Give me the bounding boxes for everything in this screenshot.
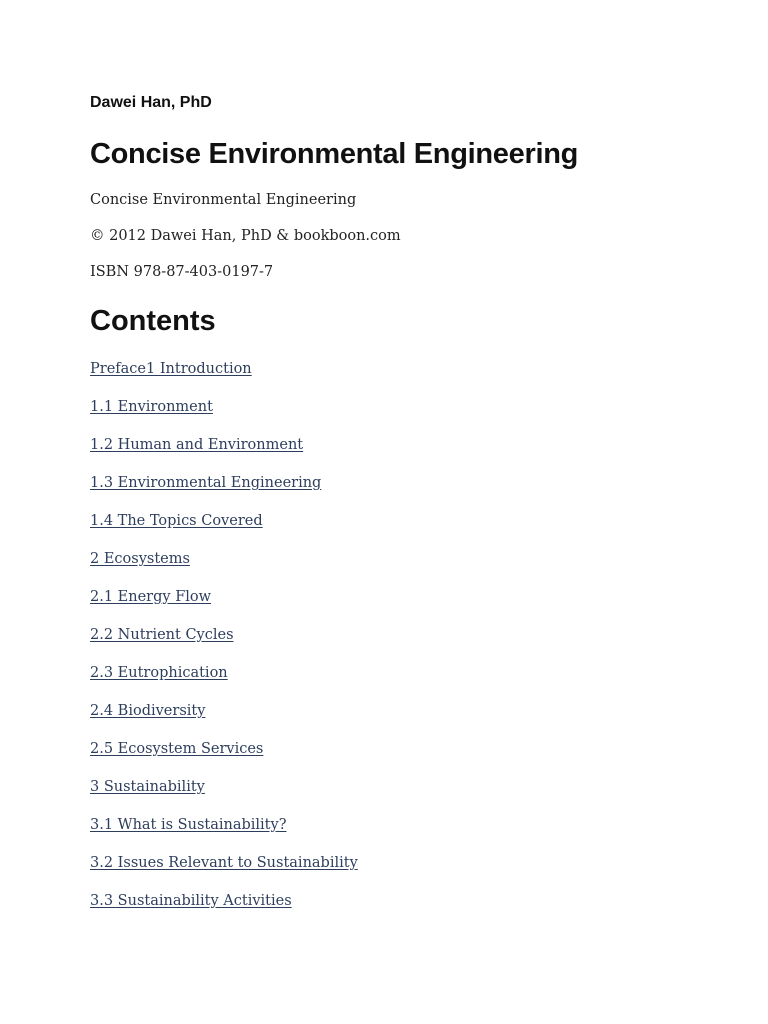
toc-item	[90, 816, 358, 854]
toc-link-1-1-environment[interactable]: 1.1 Environment	[90, 399, 213, 415]
toc-link-1-3-environmental-engineering[interactable]: 1.3 Environmental Engineering	[90, 475, 322, 491]
toc-item	[90, 398, 358, 436]
copyright-line: © 2012 Dawei Han, PhD & bookboon.com	[90, 228, 401, 244]
toc-item	[90, 778, 358, 816]
contents-heading: Contents	[90, 305, 216, 337]
toc-link-2-2-nutrient-cycles[interactable]: 2.2 Nutrient Cycles	[90, 627, 234, 643]
toc-link-preface-introduction[interactable]: Preface1 Introduction	[90, 361, 252, 377]
toc-item	[90, 436, 358, 474]
toc-link-3-2-issues-relevant[interactable]: 3.2 Issues Relevant to Sustainability	[90, 855, 358, 871]
toc-item	[90, 550, 358, 588]
toc-item	[90, 892, 358, 930]
toc-item	[90, 474, 358, 512]
book-subtitle: Concise Environmental Engineering	[90, 192, 357, 208]
table-of-contents	[90, 360, 358, 930]
toc-item	[90, 702, 358, 740]
toc-item	[90, 512, 358, 550]
author-name: Dawei Han, PhD	[90, 94, 212, 111]
toc-link-3-sustainability[interactable]: 3 Sustainability	[90, 779, 205, 795]
toc-item	[90, 740, 358, 778]
toc-item	[90, 588, 358, 626]
toc-item	[90, 664, 358, 702]
isbn-line: ISBN 978-87-403-0197-7	[90, 264, 274, 280]
toc-link-2-1-energy-flow[interactable]: 2.1 Energy Flow	[90, 589, 212, 605]
toc-link-3-1-what-is-sustainability[interactable]: 3.1 What is Sustainability?	[90, 817, 287, 833]
toc-link-1-4-topics-covered[interactable]: 1.4 The Topics Covered	[90, 513, 263, 529]
toc-link-2-4-biodiversity[interactable]: 2.4 Biodiversity	[90, 703, 206, 719]
toc-link-2-3-eutrophication[interactable]: 2.3 Eutrophication	[90, 665, 228, 681]
toc-item	[90, 626, 358, 664]
toc-link-3-3-sustainability-activities[interactable]: 3.3 Sustainability Activities	[90, 893, 292, 909]
toc-item	[90, 360, 358, 398]
toc-link-2-5-ecosystem-services[interactable]: 2.5 Ecosystem Services	[90, 741, 264, 757]
toc-item	[90, 854, 358, 892]
toc-link-2-ecosystems[interactable]: 2 Ecosystems	[90, 551, 190, 567]
toc-link-1-2-human-and-environment[interactable]: 1.2 Human and Environment	[90, 437, 304, 453]
book-title: Concise Environmental Engineering	[90, 138, 579, 170]
